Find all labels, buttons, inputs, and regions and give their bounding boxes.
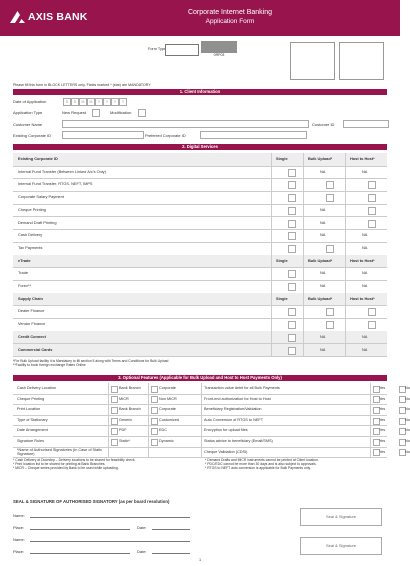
column-divider <box>108 383 109 457</box>
service-label: Cash Delivery <box>18 232 43 238</box>
date-digit-box[interactable]: Y <box>111 98 119 106</box>
option-1-label: Generic <box>119 417 133 422</box>
option-1-checkbox[interactable] <box>111 418 118 425</box>
sig2-place-label: Place: <box>13 549 25 554</box>
forex-note: **Facility to book foreign exchange Rates Online <box>13 363 86 368</box>
option-1-label: Static* <box>119 439 130 443</box>
sig2-name-line[interactable] <box>30 541 190 542</box>
service-label: Demand Draft Printing <box>18 219 57 225</box>
new-request-label: New Request <box>62 110 87 115</box>
existing-corp-id-label: Existing Corporate ID <box>13 133 52 138</box>
column-divider <box>271 153 272 356</box>
instruction-note: Please fill this form in BLOCK LETTERS only. Fields marked * (star) are MANDATORY <box>13 83 151 87</box>
h2h-value: NA <box>362 283 368 288</box>
bulk-value: NA <box>320 346 326 352</box>
group-name: Existing Corporate ID <box>18 156 58 161</box>
service-row <box>13 178 387 192</box>
service-label: Credit Connect <box>18 333 46 339</box>
barcode <box>201 41 237 58</box>
bulk-value: NA <box>320 270 326 276</box>
service-row <box>13 305 387 319</box>
date-digit-box[interactable]: Y <box>95 98 103 106</box>
bulk-checkbox[interactable] <box>326 245 334 253</box>
h2h-column-header: Host to Host* <box>350 295 375 301</box>
h2h-checkbox[interactable] <box>368 321 376 329</box>
section-3-notes-left <box>13 458 198 471</box>
option-2-label: Dynamic <box>159 439 174 443</box>
feature-b-label: Front-end authorization for Host to Host <box>204 396 271 401</box>
bank-logo <box>10 10 110 26</box>
single-checkbox[interactable] <box>288 245 296 253</box>
note-item: * RTGS to NEFT auto conversion is applicable for Bulk Payments only. <box>205 466 311 471</box>
feature-b-label: Transaction value debit for all Bulk Payments <box>204 386 280 390</box>
service-row <box>13 331 387 345</box>
bulk-checkbox[interactable] <box>326 308 334 316</box>
section-1-header: 1. Client Information <box>13 89 387 95</box>
option-2-checkbox[interactable] <box>151 396 158 403</box>
service-row <box>13 318 387 332</box>
h2h-checkbox[interactable] <box>368 207 376 215</box>
no-label: No <box>405 428 410 433</box>
bulk-value: NA <box>320 219 326 225</box>
h2h-value: NA <box>362 346 368 352</box>
note-item: * Demand Drafts and MICR instruments cannot be printed at Client location. <box>205 458 319 462</box>
sig1-place-label: Place: <box>13 525 25 530</box>
h2h-checkbox[interactable] <box>368 181 376 189</box>
single-checkbox[interactable] <box>288 220 296 228</box>
new-request-checkbox[interactable] <box>92 109 100 117</box>
section-2-notes <box>13 359 168 367</box>
option-2-checkbox[interactable] <box>151 418 158 425</box>
h2h-column-header: Host to Host* <box>350 156 375 161</box>
option-1-checkbox[interactable] <box>111 439 118 446</box>
service-label: Internal Fund Transfer, RTGS, NEFT, IMPS <box>18 181 93 187</box>
no-label: No <box>405 386 410 390</box>
single-column-header: Single <box>276 257 288 263</box>
option-1-checkbox[interactable] <box>111 396 118 403</box>
service-row <box>13 280 387 294</box>
option-1-label: Bank Branch <box>119 386 141 390</box>
no-label: No <box>405 396 410 401</box>
yes-label: Yes <box>379 396 386 401</box>
option-2-label: Corporate <box>159 407 176 412</box>
feature-label: Print Location <box>17 407 41 412</box>
option-2-checkbox[interactable] <box>151 386 158 393</box>
preferred-corp-id-label: Preferred Corporate ID <box>145 133 186 138</box>
service-label: Cheque Printing <box>18 206 46 212</box>
h2h-value: NA <box>362 232 368 238</box>
service-label: Dealer Finance <box>18 308 45 314</box>
form-title-main: Corporate Internet Banking <box>187 9 273 16</box>
service-row <box>13 204 387 218</box>
single-checkbox[interactable] <box>288 194 296 202</box>
service-row <box>13 191 387 205</box>
sig2-name-label: Name: <box>13 537 25 542</box>
option-2-checkbox[interactable] <box>151 439 158 446</box>
single-checkbox[interactable] <box>288 181 296 189</box>
sig1-name-line[interactable] <box>30 517 190 518</box>
group-header-row <box>13 255 387 269</box>
option-2-label: EDC <box>159 428 168 433</box>
date-digit-box[interactable]: M <box>87 98 95 106</box>
group-header-row <box>13 153 387 167</box>
feature-label: Type of Stationary <box>17 417 48 422</box>
date-digit-box[interactable]: Y <box>119 98 127 106</box>
h2h-checkbox[interactable] <box>368 220 376 228</box>
bulk-value: NA <box>320 206 326 212</box>
signature-title: SEAL & SIGNATURE OF AUTHORISED SIGNATORY (as per board resolution) <box>13 499 170 504</box>
single-checkbox[interactable] <box>288 321 296 329</box>
sig1-name-label: Name: <box>13 513 25 518</box>
option-1-label: MICR <box>119 396 129 401</box>
h2h-value: NA <box>362 270 368 276</box>
service-row <box>13 242 387 256</box>
option-2-label: Non MICR <box>159 396 177 401</box>
sig1-date-label: Date: <box>137 525 147 530</box>
yes-label: Yes <box>379 449 386 454</box>
h2h-value: NA <box>362 244 368 250</box>
form-title <box>140 8 320 26</box>
existing-corp-id-field[interactable] <box>62 131 144 139</box>
single-checkbox[interactable] <box>288 283 296 291</box>
service-label: Trade <box>18 270 29 276</box>
form-type-field[interactable] <box>165 44 199 56</box>
single-checkbox[interactable] <box>288 270 296 278</box>
photo-box-1 <box>290 42 335 80</box>
group-name: Supply Chain <box>18 295 43 301</box>
form-title-sub: Application Form <box>205 18 255 25</box>
option-1-checkbox[interactable] <box>111 407 118 414</box>
column-divider <box>201 383 202 457</box>
date-label: Date of Application <box>13 99 47 104</box>
option-1-label: Bank Branch <box>119 407 141 412</box>
option-2-checkbox[interactable] <box>151 407 158 414</box>
date-digit-box[interactable]: D <box>71 98 79 106</box>
note-item: * Cash Delivery at Doorstep – Delivery locations to be shared for feasibility check. <box>13 458 136 462</box>
preferred-corp-id-field[interactable] <box>200 131 307 139</box>
sig2-date-label: Date: <box>137 549 147 554</box>
page-number: 1 <box>198 558 202 562</box>
service-label: Commercial Cards <box>18 346 53 352</box>
sig2-seal-box[interactable]: Seal & Signature <box>300 537 382 555</box>
bulk-value: NA <box>320 283 326 288</box>
note-item: * Print location list to be shared for printing at Bank Branches. <box>13 462 106 467</box>
feature-label: Cheque Printing <box>17 396 45 401</box>
bulk-column-header: Bulk Upload* <box>308 295 333 301</box>
customer-id-field[interactable] <box>343 120 389 128</box>
photo-box-2 <box>339 42 384 80</box>
service-label: Forex** <box>18 283 31 288</box>
service-label: Corporate Salary Payment <box>18 194 64 200</box>
bulk-column-header: Bulk Upload* <box>308 257 333 263</box>
feature-label: Signature Rules <box>17 439 45 443</box>
option-1-checkbox[interactable] <box>111 386 118 393</box>
sig2-place-line[interactable] <box>30 553 130 554</box>
column-divider <box>370 383 371 457</box>
date-digit-box[interactable]: M <box>79 98 87 106</box>
form-type-label: Form Type <box>148 47 167 51</box>
modification-checkbox[interactable] <box>138 109 146 117</box>
feature-label: Date Arrangement <box>17 428 48 433</box>
column-divider <box>303 153 304 356</box>
no-label: No <box>405 407 410 412</box>
feature-b-label: Beneficiary Registration/Validation <box>204 407 262 412</box>
single-checkbox[interactable] <box>288 334 296 342</box>
yes-label: Yes <box>379 386 386 390</box>
single-checkbox[interactable] <box>288 308 296 316</box>
feature-row <box>13 447 410 459</box>
service-label: Vendor Finance <box>18 321 46 327</box>
bulk-value: NA <box>320 168 326 174</box>
date-digit-box[interactable]: D <box>63 98 71 106</box>
yes-label: Yes <box>379 417 386 422</box>
section-3-notes-right <box>205 458 387 471</box>
no-label: No <box>405 417 410 422</box>
h2h-checkbox[interactable] <box>368 308 376 316</box>
no-label: No <box>405 439 410 443</box>
sig1-place-line[interactable] <box>30 529 130 530</box>
bulk-checkbox[interactable] <box>326 321 334 329</box>
single-checkbox[interactable] <box>288 232 296 240</box>
bulk-upload-note: *For Bulk Upload facility it is Mandatory to fill section 5 along with Terms and Conditions for Bulk Upload <box>13 359 169 363</box>
feature-label: Cash Delivery Location <box>17 386 57 390</box>
yes-label: Yes <box>379 439 386 443</box>
option-2-checkbox[interactable] <box>151 428 158 435</box>
group-name: eTrade <box>18 257 31 263</box>
column-divider <box>148 383 149 457</box>
single-checkbox[interactable] <box>288 347 296 355</box>
service-row <box>13 267 387 281</box>
section-2-header: 2. Digital Services <box>13 144 387 150</box>
single-checkbox[interactable] <box>288 207 296 215</box>
bulk-value: NA <box>320 232 326 238</box>
feature-b-label: Encryption for upload files <box>204 428 248 433</box>
group-header-row <box>13 293 387 307</box>
sig2-date-line[interactable] <box>152 553 190 554</box>
bulk-column-header: Bulk Upload* <box>308 156 333 161</box>
section-3-header: 3. Optional Features (Applicable for Bulk Upload and Host to Host Payments Only) <box>13 375 387 381</box>
note-item: * MICR – Cheque series provided by Bank to be used while uploading. <box>13 466 119 471</box>
bulk-checkbox[interactable] <box>326 194 334 202</box>
sig1-date-line[interactable] <box>152 529 190 530</box>
option-1-checkbox[interactable] <box>111 428 118 435</box>
single-column-header: Single <box>276 295 288 301</box>
customer-id-label: Customer ID <box>312 122 335 127</box>
sig1-seal-box[interactable]: Seal & Signature <box>300 508 382 526</box>
h2h-value: NA <box>362 333 368 339</box>
option-2-label: Corporate <box>159 386 176 390</box>
feature-label: *Name of Authorised Signatories (In Case of Static Signature) <box>17 447 103 457</box>
option-1-label: PDF <box>119 428 127 433</box>
service-row <box>13 166 387 180</box>
single-checkbox[interactable] <box>288 169 296 177</box>
customer-name-field[interactable] <box>62 120 309 128</box>
service-row <box>13 229 387 243</box>
service-row <box>13 344 387 358</box>
h2h-checkbox[interactable] <box>368 194 376 202</box>
feature-b-label: Cheque Validation (CDSI) <box>204 449 248 454</box>
h2h-column-header: Host to Host* <box>350 257 375 263</box>
customer-name-label: Customer Name <box>13 122 43 127</box>
service-row <box>13 217 387 231</box>
yes-label: Yes <box>379 428 386 433</box>
bulk-value: NA <box>320 333 326 339</box>
bulk-checkbox[interactable] <box>326 181 334 189</box>
modification-label: Modification <box>110 110 132 115</box>
barcode-bars <box>201 41 237 53</box>
service-label: Internal Fund Transfer (Between Linked A/c's Only) <box>18 168 106 174</box>
barcode-number: 0RP03 <box>213 53 225 57</box>
bank-name: AXIS BANK <box>28 11 88 23</box>
yes-label: Yes <box>379 407 386 412</box>
h2h-value: NA <box>362 168 368 174</box>
axis-logo-icon <box>10 11 25 23</box>
service-label: Tax Payments <box>18 244 43 250</box>
no-label: No <box>405 449 410 454</box>
note-item: * PDC/EDC cannot be more than 30 days and is also subject to approvals. <box>205 462 317 467</box>
application-type-label: Application Type <box>13 110 43 115</box>
option-2-label: Customized <box>159 417 180 422</box>
column-divider <box>345 153 346 356</box>
date-digit-box[interactable]: Y <box>103 98 111 106</box>
feature-b-label: Status advice to beneficiary (Email/SMS) <box>204 439 273 443</box>
header-bar <box>0 0 400 36</box>
single-column-header: Single <box>276 156 288 161</box>
feature-b-label: Auto Conversion of RTGS to NEFT <box>204 417 264 422</box>
